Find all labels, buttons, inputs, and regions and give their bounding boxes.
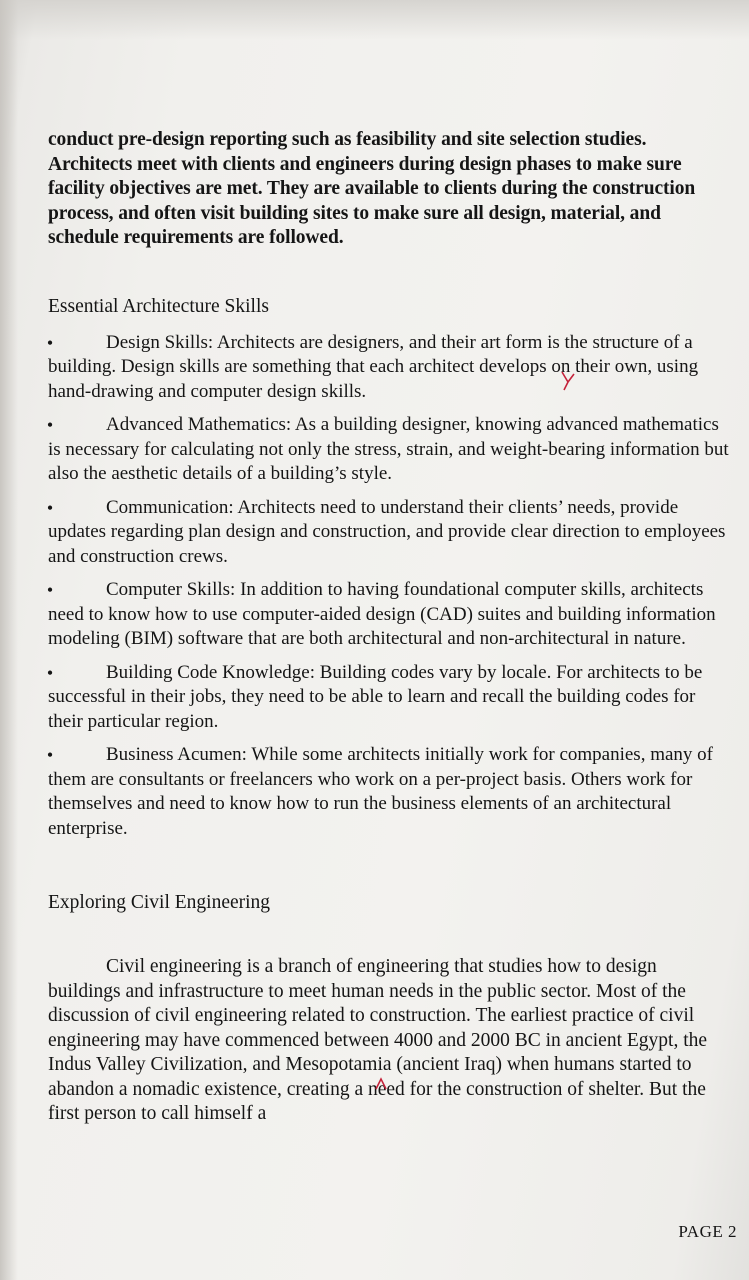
bullet-icon: • [46, 662, 54, 683]
caret-insert-mark-icon [374, 1077, 388, 1091]
skill-item-communication [48, 496, 734, 570]
civil-heading: Exploring Civil Engineering [48, 892, 271, 913]
page-top-edge [0, 0, 749, 40]
page-left-shadow [0, 0, 18, 1280]
bullet-icon: • [46, 415, 54, 435]
skill-item-building-code [48, 661, 734, 735]
bullet-icon: • [46, 745, 54, 765]
skill-text: Design Skills: Architects are designers, and their art form is the structure of a building. Design skills are something that each architect develops on their own, using hand-drawing and computer design skills. [48, 331, 699, 402]
intro-paragraph: conduct pre-design reporting such as feasibility and site selection studies. Architects meet with clients and engineers during design phases to make sure facility objectives are met. They are available to clients during the construction process, and often visit building sites to make sure all design, material, and schedule requirements are followed. [48, 129, 696, 248]
skill-text: Computer Skills: In addition to having foundational computer skills, architects need to know how to use computer-aided design (CAD) suites and building information modeling (BIM) software that are both architectural and non-architectural in nature. [48, 579, 716, 649]
civil-paragraph: Civil engineering is a branch of engineering that studies how to design buildings and infrastructure to meet human needs in the public sector. Most of the discussion of civil engineering related to construction. The earliest practice of civil engineering may have commenced between 4000 and 2000 BC in ancient Egypt, the Indus Valley Civilization, and Mesopotamia (ancient Iraq) when humans started to abandon a nomadic existence, creating a need for the construction of shelter. But the first person to call himself a [48, 956, 708, 1124]
skill-item-mathematics [48, 413, 734, 487]
skill-item-business [48, 743, 734, 841]
skill-text: Building Code Knowledge: Building codes vary by locale. For architects to be successful in their jobs, they need to be able to learn and recall the building codes for their particular region. [48, 661, 703, 732]
skill-text: Advanced Mathematics: As a building designer, knowing advanced mathematics is necessary for calculating not only the stress, strain, and weight-bearing information but also the aesthetic details of a building’s style. [48, 414, 729, 484]
page-number: PAGE 2 [678, 1222, 737, 1241]
skill-item-computer [48, 578, 734, 652]
skill-text: Business Acumen: While some architects initially work for companies, many of them are consultants or freelancers who work on a per-project basis. Others work for themselves and need to know how to run the business elements of an architectural enterprise. [48, 744, 713, 839]
bullet-icon: • [46, 580, 54, 600]
document-body [48, 128, 734, 1146]
bullet-icon: • [46, 332, 54, 353]
skill-item-design [48, 331, 734, 405]
skills-list [48, 331, 734, 842]
bullet-icon: • [46, 497, 54, 518]
skills-heading: Essential Architecture Skills [48, 295, 269, 317]
skill-text: Communication: Architects need to understand their clients’ needs, provide updates regarding plan design and construction, and provide clear direction to employees and construction crews. [48, 496, 726, 567]
pen-correction-mark-icon [558, 370, 578, 392]
